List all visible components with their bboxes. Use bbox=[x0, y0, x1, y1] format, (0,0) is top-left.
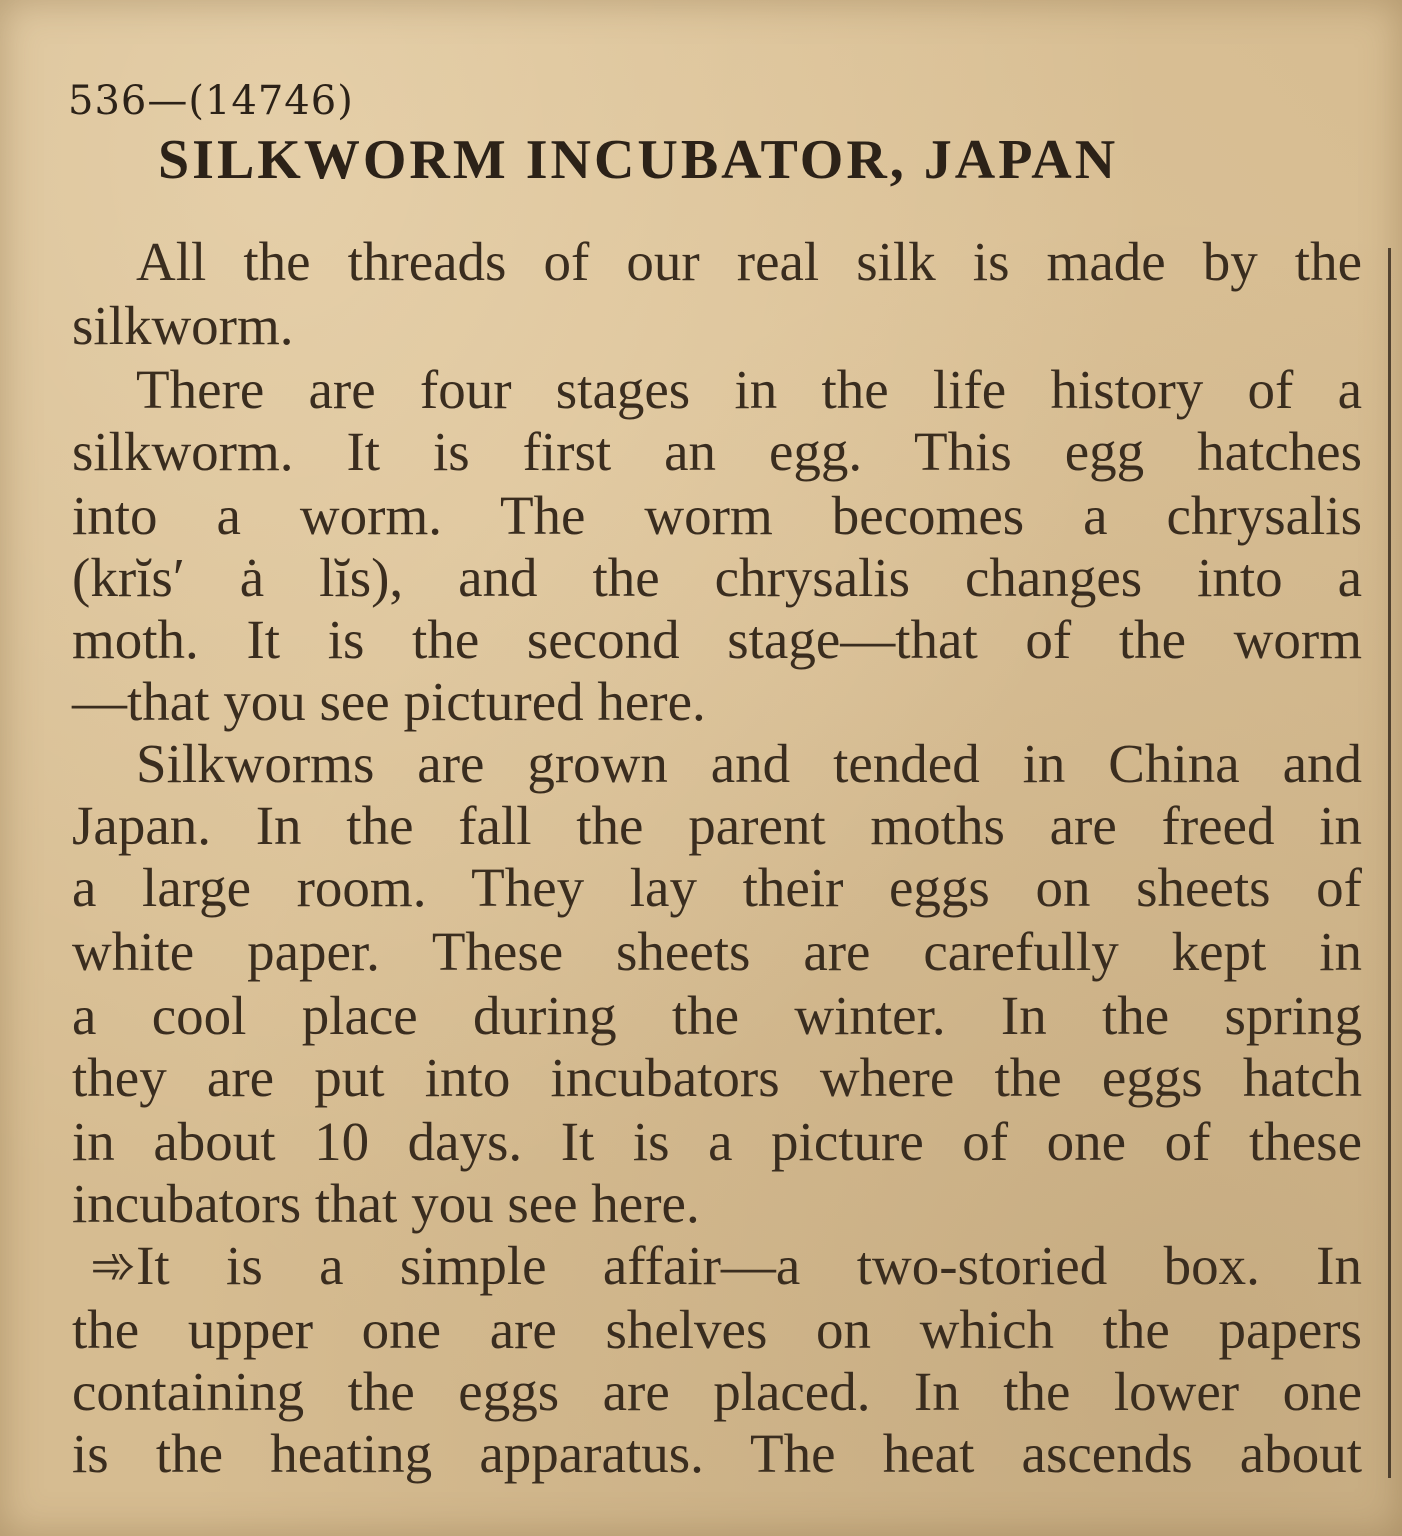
text-line: into a worm. The worm becomes a chrysalis bbox=[72, 485, 1362, 546]
text-line: the upper one are shelves on which the papers bbox=[72, 1299, 1362, 1360]
text-line: a cool place during the winter. In the spring bbox=[72, 985, 1362, 1046]
text-line: silkworm. It is first an egg. This egg hatches bbox=[72, 421, 1362, 482]
text-line: containing the eggs are placed. In the lower one bbox=[72, 1361, 1362, 1422]
text-line: moth. It is the second stage—that of the worm bbox=[72, 609, 1362, 670]
text-line: white paper. These sheets are carefully kept in bbox=[72, 921, 1362, 982]
text-line: All the threads of our real silk is made by the bbox=[136, 231, 1362, 292]
text-line: they are put into incubators where the eggs hatch bbox=[72, 1047, 1362, 1108]
text-line: ➾It is a simple affair—a two-storied box. In bbox=[90, 1235, 1362, 1296]
card-title: SILKWORM INCUBATOR, JAPAN bbox=[158, 129, 1119, 191]
text-line: in about 10 days. It is a picture of one of these bbox=[72, 1111, 1362, 1172]
text-line: (krĭs′ ȧ lĭs), and the chrysalis changes into a bbox=[72, 547, 1362, 608]
text-line: is the heating apparatus. The heat ascends about bbox=[72, 1423, 1362, 1484]
text-line: incubators that you see here. bbox=[72, 1173, 700, 1234]
edge-rule bbox=[1388, 248, 1391, 1478]
text-line: Silkworms are grown and tended in China and bbox=[136, 733, 1362, 794]
text-line: a large room. They lay their eggs on sheets of bbox=[72, 857, 1362, 918]
text-line: Japan. In the fall the parent moths are freed in bbox=[72, 795, 1362, 856]
text-line: —that you see pictured here. bbox=[72, 671, 706, 732]
catalog-number: 536—(14746) bbox=[68, 78, 354, 124]
text-line: There are four stages in the life history of a bbox=[136, 359, 1362, 420]
text-line: silkworm. bbox=[72, 295, 294, 356]
